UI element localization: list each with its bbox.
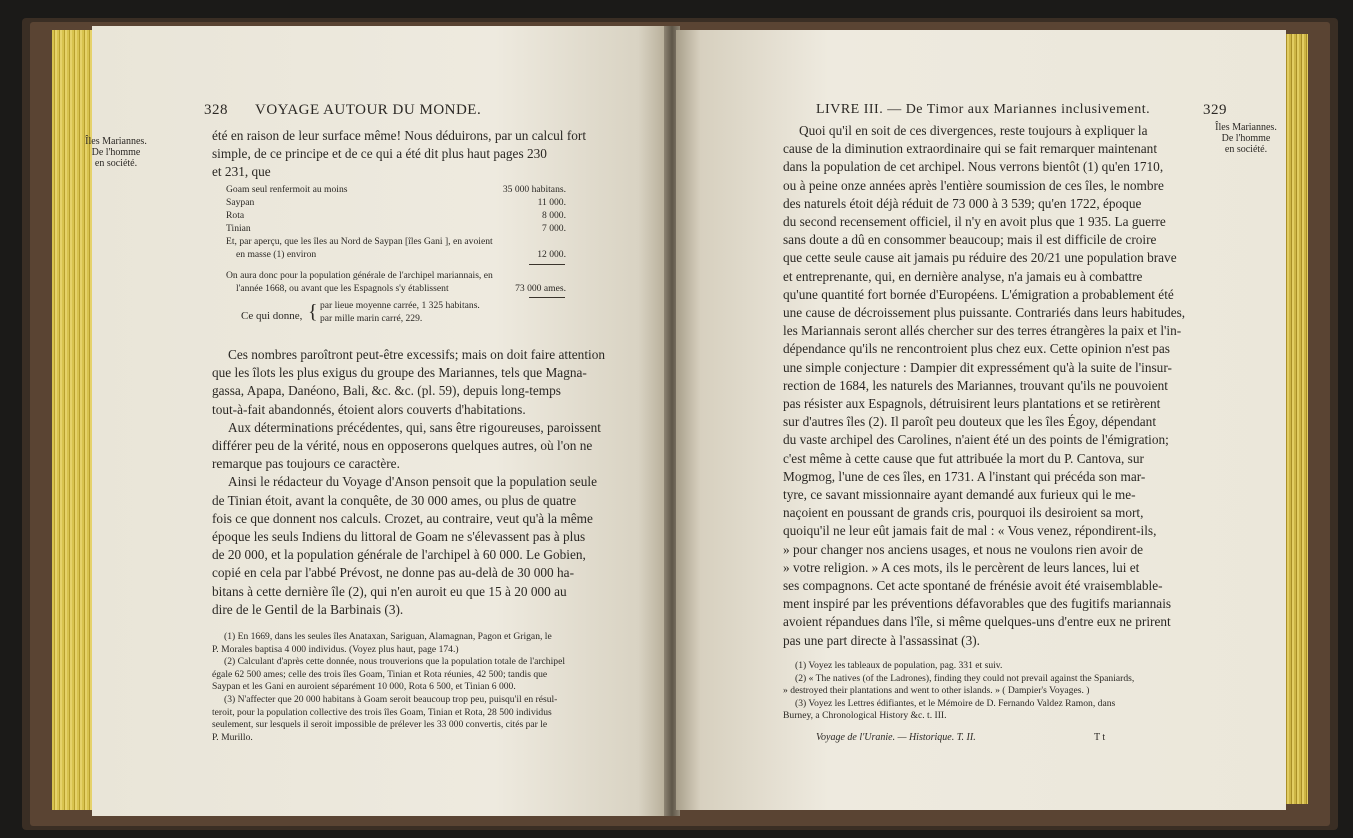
- text-line: que cette seule cause ait jamais pu réduire des 20/21 une population brave: [783, 250, 1177, 266]
- footnote-line: (2) Calculant d'après cette donnée, nous trouverions que la population totale de l'archipel: [224, 656, 565, 668]
- total-row: [226, 283, 566, 296]
- total-value: 73 000 ames.: [515, 282, 566, 294]
- margin-title: Îles Mariannes.: [85, 136, 147, 147]
- text-line: sur d'autres îles (2). Il paroît peu douteux que les îles Égoy, dépendant: [783, 414, 1157, 430]
- text-line: des naturels étoit déjà réduit de 73 000 à 3 539; qu'en 1722, époque: [783, 195, 1142, 211]
- right-running-head: LIVRE III. — De Timor aux Mariannes inclusivement.: [816, 102, 1151, 117]
- text-line: époque les seuls Indiens du littoral de Goam ne s'élevassent pas à plus: [212, 529, 586, 545]
- footnote-line: seulement, sur lesquels il seroit impossible de prélever les 33 000 convertis, cités par le: [212, 719, 548, 731]
- left-body-text: [212, 346, 605, 619]
- right-page: [676, 30, 1286, 810]
- text-line: Mogmog, l'une de ces îles, en 1731. A l'instant qui précéda son mar-: [783, 468, 1146, 484]
- text-line: et entreprenante, qui, en dernière analyse, n'a jamais eu à combattre: [783, 268, 1143, 284]
- text-line: Quoi qu'il en soit de ces divergences, reste toujours à expliquer la: [799, 123, 1148, 138]
- table-value: 8 000.: [542, 210, 566, 221]
- text-line: Ces nombres paroîtront peut-être excessifs; mais on doit faire attention: [228, 347, 606, 362]
- footnote-line: teroit, pour la population collective des trois îles Goam, Tinian et Rota, 28 500 individus: [212, 706, 552, 718]
- left-margin-note: [76, 136, 156, 169]
- right-page-number: 329: [1203, 102, 1227, 118]
- text-line: cause de la diminution extraordinaire qui se fait remarquer maintenant: [783, 141, 1158, 157]
- table-label: Goam seul renfermoit au moins: [226, 184, 348, 195]
- population-total: [226, 270, 566, 295]
- text-line: bitans à cette dernière île (2), qui n'en auroit eu que 15 à 20 000 au: [212, 583, 567, 599]
- footnote-line: P. Murillo.: [212, 731, 253, 743]
- signature-mark: T t: [1094, 732, 1106, 743]
- footnote-line: (2) « The natives (of the Ladrones), finding they could not prevail against the Spaniards,: [795, 672, 1135, 684]
- text-line: gassa, Apapa, Danéono, Bali, &c. &c. (pl. 59), depuis long-temps: [212, 383, 561, 399]
- sum-rule: [529, 264, 565, 265]
- text-line: ment inspiré par les préventions défavorables que des fugitifs mariannais: [783, 596, 1172, 612]
- right-footnotes: [783, 660, 1134, 723]
- text-line: du vaste archipel des Carolines, n'aient été un des points de l'émigration;: [783, 432, 1169, 448]
- text-line: une simple conjecture : Dampier dit expressément qu'à la suite de l'insur-: [783, 359, 1172, 375]
- text-line: été en raison de leur surface même! Nous déduirons, par un calcul fort: [212, 128, 587, 143]
- text-line: simple, de ce principe et de ce qui a été dit plus haut pages 230: [212, 146, 547, 162]
- table-row: [226, 236, 566, 249]
- margin-sub-1: De l'homme: [1221, 133, 1271, 144]
- text-line: Ainsi le rédacteur du Voyage d'Anson pensoit que la population seule: [228, 474, 597, 490]
- text-line: Aux déterminations précédentes, qui, sans être rigoureuses, paroissent: [228, 419, 601, 435]
- footnote-line: Burney, a Chronological History &c. t. III.: [783, 710, 947, 722]
- table-label: en masse (1) environ: [236, 249, 317, 260]
- table-label: Et, par aperçu, que les îles au Nord de Saypan [îles Gani ], en avoient: [226, 236, 493, 247]
- table-row: [226, 223, 566, 236]
- text-line: tyre, ce savant missionnaire ayant demandé aux furieux qui le me-: [783, 487, 1136, 503]
- ratio-line: par mille marin carré, 229.: [320, 312, 423, 324]
- text-line: différer peu de la vérité, nous en opposerons quelques autres, où l'on ne: [212, 438, 593, 454]
- ratio-line: par lieue moyenne carrée, 1 325 habitans.: [320, 300, 480, 311]
- gilt-page-edge-right: [1284, 34, 1308, 804]
- footnote-line: (3) N'affecter que 20 000 habitans à Goam seroit beaucoup trop peu, puisqu'il en résul-: [224, 693, 558, 705]
- text-line: dans la population de cet archipel. Nous verrons bientôt (1) qu'en 1710,: [783, 159, 1164, 175]
- text-line: naçoient en poussant de grands cris, pourquoi ils desiroient sa mort,: [783, 505, 1144, 521]
- text-line: ses compagnons. Cet acte spontané de frénésie avoit été vraisemblable-: [783, 578, 1163, 594]
- table-label: Tinian: [226, 223, 251, 234]
- table-value: 12 000.: [537, 249, 566, 260]
- table-value: 7 000.: [542, 223, 566, 234]
- total-label: l'année 1668, ou avant que les Espagnols s'y établissent: [236, 282, 449, 294]
- text-line: quoiqu'il ne leur eût jamais fait de mal : « Vous venez, répondirent-ils,: [783, 523, 1157, 539]
- text-line: une cause de décroissement plus puissante. Contrariés dans leurs habitudes,: [783, 305, 1186, 321]
- ratio-lines: [320, 300, 480, 325]
- text-line: avoient répandues dans l'île, si même quelques-uns d'entre eux ne prirent: [783, 614, 1171, 630]
- text-line: pas une part directe à l'assassinat (3).: [783, 632, 980, 648]
- left-page-number: 328: [204, 102, 228, 118]
- total-line: On aura donc pour la population générale de l'archipel mariannais, en: [226, 270, 493, 281]
- text-line: de Tinian étoit, avant la conquête, de 30 000 ames, ou plus de quatre: [212, 492, 577, 508]
- footnote-line: (1) Voyez les tableaux de population, pag. 331 et suiv.: [795, 660, 1003, 671]
- footnote-line: (3) Voyez les Lettres édifiantes, et le Mémoire de D. Fernando Valdez Ramon, dans: [795, 697, 1116, 709]
- text-line: et 231, que: [212, 164, 271, 180]
- footnote-line: (1) En 1669, dans les seules îles Anataxan, Sariguan, Alamagnan, Pagon et Grigan, le: [224, 631, 552, 642]
- text-line: » votre religion. » A ces mots, ils le percèrent de leurs lances, lui et: [783, 559, 1140, 575]
- text-line: rection de 1684, les naturels des Mariannes, trouvant qu'ils ne pouvoient: [783, 377, 1168, 393]
- text-line: de 20 000, et la population générale de l'archipel à 60 000. Le Gobien,: [212, 547, 586, 563]
- margin-title: Îles Mariannes.: [1215, 122, 1277, 133]
- text-line: tout-à-fait abandonnés, étoient alors couverts d'habitations.: [212, 401, 526, 417]
- text-line: dire de le Gentil de la Barbinais (3).: [212, 601, 404, 617]
- ratio-label: Ce qui donne,: [241, 310, 303, 322]
- text-line: dépendance qu'ils ne rencontroient plus chez eux. Cette opinion n'est pas: [783, 341, 1170, 357]
- population-table: [226, 184, 566, 262]
- table-label: Rota: [226, 210, 245, 221]
- left-intro: [212, 127, 586, 182]
- table-row: [226, 249, 566, 262]
- table-row: [226, 184, 566, 197]
- text-line: sans doute a dû en consommer beaucoup; mais il est difficile de croire: [783, 232, 1157, 248]
- left-running-head: VOYAGE AUTOUR DU MONDE.: [255, 102, 482, 118]
- text-line: du second recensement officiel, il n'y en avoit plus que 1 935. La guerre: [783, 214, 1166, 230]
- margin-sub-2: en société.: [94, 158, 138, 169]
- text-line: c'est même à cette cause que fut attribuée la mort du P. Cantova, sur: [783, 450, 1144, 466]
- margin-sub-1: De l'homme: [91, 147, 141, 158]
- table-label: Saypan: [226, 197, 255, 208]
- right-body-text: [783, 122, 1185, 650]
- left-page: [85, 26, 667, 816]
- table-value: 11 000.: [537, 197, 566, 208]
- printer-signature: Voyage de l'Uranie. — Historique. T. II.: [816, 732, 976, 743]
- text-line: copié en cela par l'abbé Prévost, ne donne pas au-delà de 30 000 ha-: [212, 565, 575, 581]
- table-value: 35 000 habitans.: [502, 184, 566, 195]
- text-line: fois ce que donnent nos calculs. Crozet, au contraire, veut qu'à la même: [212, 510, 593, 526]
- text-line: qu'une quantité fort bornée d'Européens. L'émigration a probablement été: [783, 286, 1174, 302]
- right-margin-note: [1206, 122, 1286, 155]
- table-row: [226, 210, 566, 223]
- text-line: ou à peine onze années après l'entière soumission de ces îles, le nombre: [783, 177, 1164, 193]
- margin-sub-2: en société.: [1224, 144, 1268, 155]
- text-line: les Mariannais seront allés chercher sur des terres étrangères la paix et l'in-: [783, 323, 1182, 339]
- text-line: pas résister aux Espagnols, détruisirent leurs plantations et se retirèrent: [783, 396, 1161, 412]
- text-line: que les îlots les plus exigus du groupe des Mariannes, tels que Magna-: [212, 365, 587, 381]
- left-footnotes: [212, 631, 565, 744]
- footnote-line: P. Morales baptisa 4 000 individus. (Voyez plus haut, page 174.): [212, 643, 459, 655]
- footnote-line: Saypan et les Gani en auroient séparément 10 000, Rota 6 500, et Tinian 6 000.: [212, 681, 516, 693]
- footnote-line: » destroyed their plantations and went to other islands. » ( Dampier's Voyages. ): [783, 685, 1090, 697]
- table-row: [226, 197, 566, 210]
- total-rule: [529, 297, 565, 298]
- text-line: » pour changer nos anciens usages, et nous ne voulons rien avoir de: [783, 541, 1144, 557]
- brace: {: [308, 301, 318, 323]
- footnote-line: égale 62 500 ames; celle des trois îles Goam, Tinian et Rota réunies, 42 500; tandis que: [212, 668, 548, 680]
- text-line: remarque pas toujours ce caractère.: [212, 456, 400, 472]
